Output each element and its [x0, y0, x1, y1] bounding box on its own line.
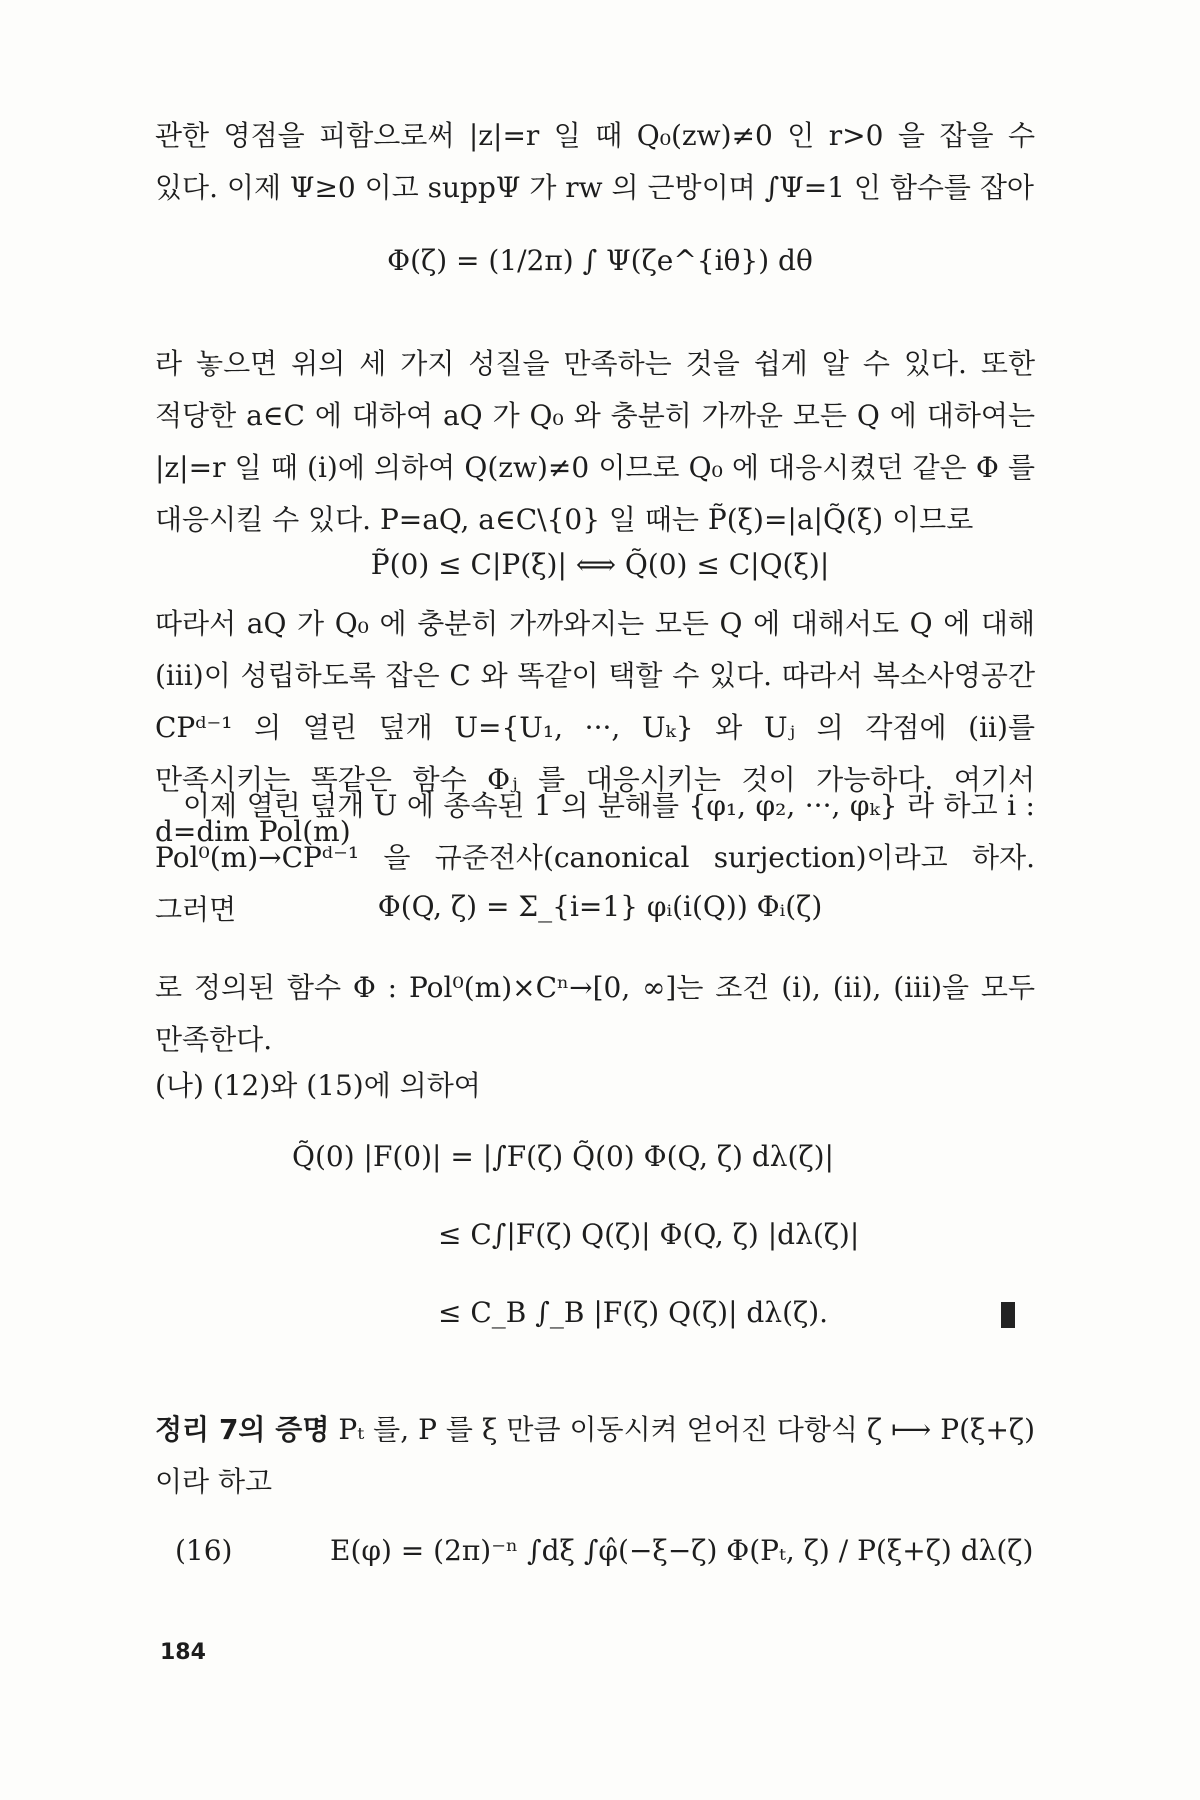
- paragraph-5: [155, 962, 1035, 1066]
- paragraph-5-text: 로 정의된 함수 Φ : Pol⁰(m)×Cⁿ→[0, ∞]는 조건 (i), (ii), (iii)을 모두 만족한다.: [155, 971, 1035, 1056]
- paragraph-2: [155, 338, 1035, 546]
- equation-phi-definition: Φ(ζ) = (1/2π) ∫ Ψ(ζe^{iθ}) dθ: [387, 244, 813, 277]
- equation-ptilde-inequality: P̃(0) ≤ C|P(ξ)| ⟺ Q̃(0) ≤ C|Q(ξ)|: [370, 548, 830, 581]
- paragraph-1-text: 관한 영점을 피함으로써 |z|=r 일 때 Q₀(zw)≠0 인 r>0 을 잡을 수 있다. 이제 Ψ≥0 이고 suppΨ 가 rw 의 근방이며 ∫Ψ=1 인 함수를 잡아: [155, 119, 1035, 204]
- equation-phi-sum: Φ(Q, ζ) = Σ_{i=1} φᵢ(i(Q)) Φᵢ(ζ): [377, 890, 823, 923]
- paragraph-3-text: 따라서 aQ 가 Q₀ 에 충분히 가까와지는 모든 Q 에 대해서도 Q 에 대해 (iii)이 성립하도록 잡은 C 와 똑같이 택할 수 있다. 따라서 복소사영공간 CPᵈ⁻¹ 의 열린 덮개 U={U₁, ···, Uₖ} 와 Uⱼ 의 각점에 (ii)를 만족시키는 똑같은 함수 Φⱼ 를 대응시키는 것이 가능하다. 여기서 d=dim Pol(m): [155, 607, 1035, 848]
- equation-16-label: (16): [175, 1534, 233, 1567]
- theorem-7-proof-text: [155, 1404, 1035, 1508]
- theorem-7-proof: [155, 1404, 1035, 1508]
- equation-16: E(φ) = (2π)⁻ⁿ ∫dξ ∫φ̂(−ξ−ζ) Φ(Pₜ, ζ) / P(ξ+ζ) dλ(ζ): [330, 1534, 1034, 1567]
- equation-line-2: ≤ C∫|F(ζ) Q(ζ)| Φ(Q, ζ) |dλ(ζ)|: [438, 1218, 860, 1251]
- paragraph-1: [155, 110, 1035, 214]
- equation-line-3: ≤ C_B ∫_B |F(ζ) Q(ζ)| dλ(ζ).: [438, 1296, 829, 1329]
- qed-mark: [1001, 1302, 1015, 1328]
- theorem-label: 정리 7의 증명: [155, 1413, 330, 1446]
- paragraph-6: [155, 1060, 1035, 1112]
- equation-line-1: Q̃(0) |F(0)| = |∫F(ζ) Q̃(0) Φ(Q, ζ) dλ(ζ)|: [292, 1140, 834, 1173]
- page-number: 184: [160, 1640, 206, 1665]
- paragraph-2-text: 라 놓으면 위의 세 가지 성질을 만족하는 것을 쉽게 알 수 있다. 또한 적당한 a∈C 에 대하여 aQ 가 Q₀ 와 충분히 가까운 모든 Q 에 대하여는 |z|=r 일 때 (i)에 의하여 Q(zw)≠0 이므로 Q₀ 에 대응시켰던 같은 Φ 를 대응시킬 수 있다. P=aQ, a∈C\{0} 일 때는 P̃(ξ)=|a|Q̃(ξ) 이므로: [155, 347, 1035, 536]
- theorem-text: Pₜ 를, P 를 ξ 만큼 이동시켜 얻어진 다항식 ζ ⟼ P(ξ+ζ)이라 하고: [155, 1413, 1035, 1498]
- paragraph-4-text: 이제 열린 덮개 U 에 종속된 1 의 분해를 {φ₁, φ₂, ···, φₖ} 라 하고 i : Pol⁰(m)→CPᵈ⁻¹ 을 규준전사(canonical surjection)이라고 하자. 그러면: [155, 789, 1035, 926]
- paragraph-6-text: (나) (12)와 (15)에 의하여: [155, 1069, 481, 1102]
